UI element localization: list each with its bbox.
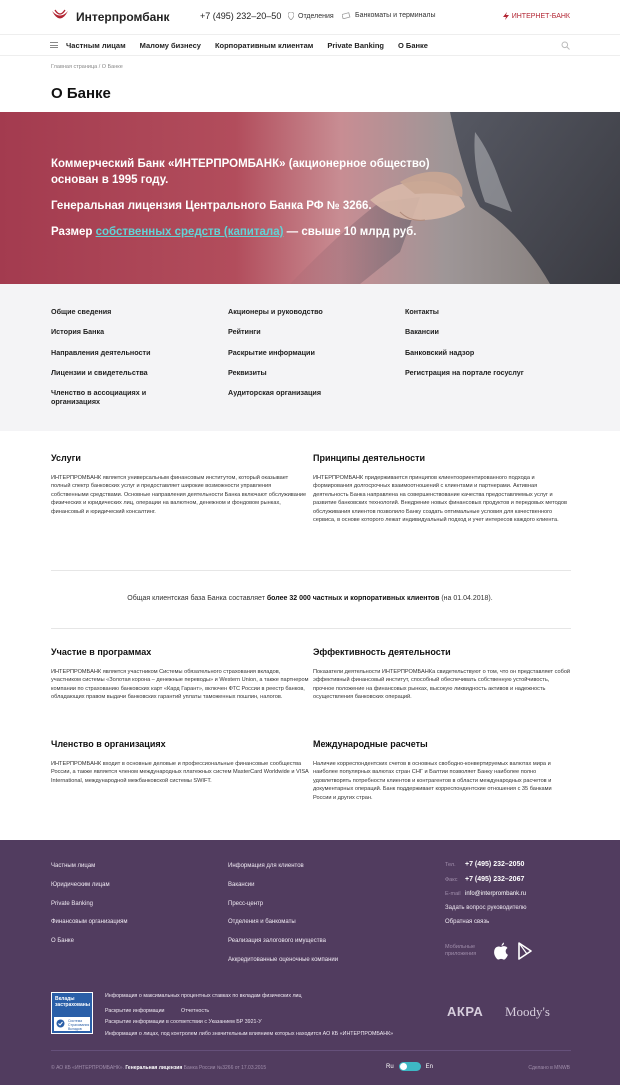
badge-subtitle: [54, 1017, 90, 1031]
language-toggle[interactable]: [399, 1062, 421, 1071]
copyright-prefix: © АО КБ «ИНТЕРПРОМБАНК».: [51, 1065, 124, 1071]
membership-section: [51, 739, 309, 785]
disclosure-3921-link[interactable]: Раскрытие информации в соответствии с Указанием БР 3921-У: [105, 1019, 262, 1026]
international-title: Международные расчеты: [313, 739, 428, 749]
branches-label: Отделения: [298, 12, 334, 20]
hero-text: [51, 156, 471, 250]
page-title: О Банке: [51, 85, 111, 102]
atms-link[interactable]: [342, 12, 436, 19]
link-contacts[interactable]: Контакты: [405, 307, 439, 316]
international-text: Наличие корреспондентских счетов в основных свободно-конвертируемых валютах мира и наиболее популярных валютах стран СНГ и Балтии позволяет Банку наиболее полно удовлетворять потребности клиентов и контрагентов в области международных расчетов и документарных операций. Банк поддерживает корреспондентские отношения с 35 банками России и других стран.: [313, 761, 552, 801]
lightning-icon: [503, 12, 509, 20]
fax-value: +7 (495) 232–2067: [465, 876, 525, 883]
google-play-icon[interactable]: [517, 942, 533, 960]
about-links-col1: [51, 307, 191, 417]
breadcrumb-current: О Банке: [101, 64, 123, 70]
main-nav: [0, 34, 620, 56]
link-ratings[interactable]: Рейтинги: [228, 327, 261, 337]
hero-capital-prefix: Размер: [51, 226, 96, 238]
efficiency-title: Эффективность деятельности: [313, 647, 451, 657]
footer-col1: [51, 863, 128, 957]
principles-title: Принципы деятельности: [313, 453, 426, 463]
footer-contacts: [445, 861, 575, 933]
atms-label: Банкоматы и терминалы: [355, 12, 436, 19]
footer-appraisers[interactable]: Аккредитованные оценочные компании: [228, 956, 339, 963]
badge-subtitle-text: Система Страхования Вкладов: [68, 1019, 90, 1031]
disclosure-row: [105, 1005, 425, 1014]
link-audit[interactable]: Аудиторская организация: [228, 388, 322, 398]
link-shareholders[interactable]: Акционеры и руководство: [228, 307, 323, 316]
footer-financial-orgs[interactable]: Финансовым организациям: [51, 919, 128, 926]
max-rates-link[interactable]: Информация о максимальных процентных ставках по вкладам физических лиц: [105, 993, 302, 999]
services-section: [51, 453, 309, 516]
footer-client-info[interactable]: Информация для клиентов: [228, 863, 304, 869]
link-general-info[interactable]: Общие сведения: [51, 307, 112, 316]
logo[interactable]: [50, 8, 170, 26]
footer-vacancies[interactable]: Вакансии: [228, 881, 255, 888]
location-pin-icon: [288, 12, 294, 20]
link-gosuslugi[interactable]: Регистрация на портале госуслуг: [405, 367, 524, 377]
nav-small-business[interactable]: Малому бизнесу: [139, 40, 201, 50]
efficiency-text: Показатели деятельности ИНТЕРПРОМБАНКа свидетельствуют о том, что он представляет собой эффективный финансовый институт, способный обеспечивать собственную устойчивость, прочное положение на финансовых рынках, высокую ликвидность активов и надежность осуществления банковских операций.: [313, 669, 571, 701]
email-value[interactable]: info@interprombank.ru: [465, 891, 527, 897]
services-text: ИНТЕРПРОМБАНК является универсальным финансовым институтом, который оказывает полный спектр банковских услуг и предоставляет широкие возможности управления собственными средствами. Основные направления деятельности Банка включают обслуживание физических и юридических лиц, операции на валютном, денежном и фондовом рынках, финансовый и юридический консалтинг.: [51, 475, 307, 515]
fax-row: [445, 876, 575, 883]
footer-divider: [51, 1050, 571, 1051]
ask-manager-link[interactable]: Задать вопрос руководителю: [445, 905, 527, 911]
apple-icon[interactable]: [493, 942, 509, 960]
hero-banner: [0, 112, 620, 284]
disclosure-info-link[interactable]: Раскрытие информации: [105, 1007, 165, 1014]
hero-founded: Коммерческий Банк «ИНТЕРПРОМБАНК» (акционерное общество) основан в 1995 году.: [51, 158, 430, 186]
link-requisites[interactable]: Реквизиты: [228, 367, 267, 377]
programs-title: Участие в программах: [51, 647, 152, 657]
footer-press[interactable]: Пресс-центр: [228, 900, 264, 907]
hero-capital: [51, 224, 471, 240]
footer-branches[interactable]: Отделения и банкоматы: [228, 919, 296, 926]
footer-about[interactable]: О Банке: [51, 938, 74, 945]
own-funds-link[interactable]: собственных средств (капитала): [95, 226, 284, 238]
nav-private[interactable]: Частным лицам: [66, 40, 126, 50]
akra-logo[interactable]: АКРА: [447, 1004, 484, 1019]
deposit-insurance-badge[interactable]: [51, 992, 93, 1034]
programs-text: ИНТЕРПРОМБАНК является участником Системы обязательного страхования вкладов, участником системы «Золотая корона – денежные переводы» и Western Union, а также партнером компании по страхованию банковских карт «Кард Гарант», включен ФТС России в реестр банков, обладающих правом выдачи банковских гарантий уплаты таможенных пошлин, налогов.: [51, 669, 309, 701]
feedback-link[interactable]: Обратная связь: [445, 919, 490, 925]
moodys-logo[interactable]: Moody's: [505, 1004, 550, 1019]
footer-legal[interactable]: Юридическим лицам: [51, 881, 110, 888]
breadcrumb-separator: /: [98, 64, 101, 70]
license-link[interactable]: Генеральная лицензия: [125, 1065, 183, 1071]
membership-text: ИНТЕРПРОМБАНК входит в основные деловые и профессиональные финансовые сообщества России, а также является членом международных платежных систем MasterCard Worldwide и VISA International, международной межбанковской системы SWIFT.: [51, 761, 309, 784]
clients-count: [0, 595, 620, 602]
copyright: [51, 1065, 266, 1071]
international-section: [313, 739, 571, 802]
nav-private-banking[interactable]: Private Banking: [327, 40, 385, 50]
breadcrumb-home[interactable]: Главная страница: [51, 64, 98, 70]
badge-title: Вклады застрахованы: [55, 996, 91, 1008]
about-links-col3: [405, 307, 575, 388]
about-links: [0, 284, 620, 431]
lang-ru[interactable]: Ru: [386, 1063, 394, 1070]
lang-en[interactable]: En: [425, 1063, 434, 1070]
divider: [51, 570, 571, 571]
logo-icon: [50, 8, 70, 26]
principles-text: ИНТЕРПРОМБАНК придерживается принципов клиентоориентированного подхода и формирования долгосрочных взаимоотношений с клиентами и партнерами. Активная деятельность Банка направлена на совершенствование качества предоставляемых услуг и развитие банковских технологий. Внедрение новых финансовых продуктов и передовых методов обслуживания клиентов позволило Банку создать оптимальные условия для качественного сервиса, в основе которого лежат индивидуальный подход и учет интересов каждого клиента.: [313, 475, 568, 524]
header-phone[interactable]: +7 (495) 232–20–50: [200, 11, 282, 21]
mobile-apps: [445, 942, 533, 960]
tel-value[interactable]: +7 (495) 232–2050: [465, 861, 525, 868]
divider: [51, 628, 571, 629]
copyright-suffix: Банка России №3266 от 17.03.2015: [183, 1065, 267, 1071]
logo-text: Интерпромбанк: [76, 10, 170, 24]
efficiency-section: [313, 647, 571, 702]
breadcrumb: [51, 64, 123, 70]
link-disclosure[interactable]: Раскрытие информации: [228, 347, 315, 357]
footer-private-banking[interactable]: Private Banking: [51, 900, 94, 907]
link-directions[interactable]: Направления деятельности: [51, 347, 151, 357]
link-licenses[interactable]: Лицензии и свидетельства: [51, 367, 148, 377]
footer-collateral[interactable]: Реализация залогового имущества: [228, 938, 326, 945]
menu-icon[interactable]: [50, 42, 58, 48]
hero-capital-suffix: — свыше 10 млрд руб.: [283, 226, 417, 238]
atm-card-icon: [342, 12, 351, 19]
language-switch: [386, 1062, 433, 1071]
fax-label: Факс: [445, 877, 458, 883]
search-icon[interactable]: [561, 41, 570, 50]
footer: [0, 840, 620, 1085]
email-label: E-mail: [445, 891, 461, 897]
footer-private[interactable]: Частным лицам: [51, 863, 96, 869]
footer-col2: [228, 863, 338, 976]
disclosure-links: [105, 993, 425, 1042]
membership-title: Членство в организациях: [51, 739, 166, 749]
clients-bold: более 32 000 частных и корпоративных клиентов: [266, 595, 440, 602]
control-persons-link[interactable]: Информация о лицах, под контролем либо значительным влиянием которых находится АО КБ «ИНТЕРПРОМБАНК»: [105, 1030, 394, 1037]
internet-bank-label: ИНТЕРНЕТ-БАНК: [511, 12, 570, 20]
clients-suffix: (на 01.04.2018).: [439, 595, 493, 602]
link-vacancies[interactable]: Вакансии: [405, 327, 439, 337]
branches-link[interactable]: [288, 12, 334, 20]
tel-label: Тел.: [445, 862, 456, 868]
link-history[interactable]: История Банка: [51, 327, 105, 337]
programs-section: [51, 647, 309, 702]
services-title: Услуги: [51, 453, 81, 463]
about-links-col2: [228, 307, 378, 408]
clients-prefix: Общая клиентская база Банка составляет: [127, 595, 267, 602]
hero-license: Генеральная лицензия Центрального Банка РФ № 3266.: [51, 200, 372, 212]
tel-row: [445, 861, 575, 868]
top-header: [0, 0, 620, 34]
made-by[interactable]: Сделано в MNWB: [528, 1065, 570, 1071]
principles-section: [313, 453, 571, 524]
nav-about[interactable]: О Банке: [398, 40, 428, 50]
link-associations[interactable]: Членство в ассоциациях и организациях: [51, 388, 147, 407]
mobile-apps-label: Мобильные приложения: [445, 944, 477, 957]
reports-link[interactable]: Отчетность: [180, 1007, 210, 1014]
dsv-logo-icon: [56, 1019, 65, 1028]
nav-corporate[interactable]: Корпоративным клиентам: [214, 40, 314, 50]
link-supervision[interactable]: Банковский надзор: [405, 347, 475, 357]
email-row: [445, 891, 575, 897]
internet-bank-link[interactable]: [503, 12, 570, 20]
